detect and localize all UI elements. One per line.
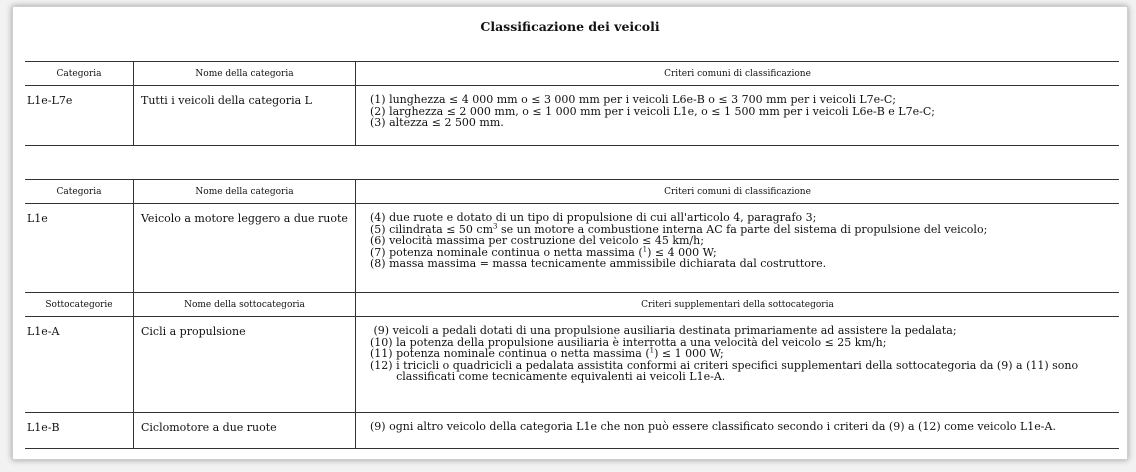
table-header-row bbox=[25, 62, 1119, 86]
criterion-item: (4) due ruote e dotato di un tipo di propulsione di cui all'articolo 4, paragrafo 3; bbox=[370, 211, 817, 224]
header-subcategories: Sottocategorie bbox=[25, 293, 134, 317]
table-l1e bbox=[25, 179, 1119, 449]
subcategory-name: Ciclomotore a due ruote bbox=[134, 413, 356, 449]
header-category: Categoria bbox=[25, 180, 134, 204]
category-code: L1e-L7e bbox=[25, 86, 134, 146]
subcategory-header-row bbox=[25, 293, 1119, 317]
table-row bbox=[25, 413, 1119, 449]
superscript: 3 bbox=[493, 221, 498, 230]
criterion-item: (3) altezza ≤ 2 500 mm. bbox=[370, 116, 504, 129]
criteria-cell bbox=[356, 86, 1120, 146]
category-code: L1e bbox=[25, 204, 134, 293]
criteria-cell bbox=[356, 204, 1120, 293]
table-header-row bbox=[25, 180, 1119, 204]
criterion-item: (2) larghezza ≤ 2 000 mm, o ≤ 1 000 mm per i veicoli L1e, o ≤ 1 500 mm per i veicoli L6e-B e L7e-C; bbox=[370, 104, 935, 118]
criterion-item: (11) potenza nominale continua o netta massima ($^1$) ≤ 1 000 W; bbox=[370, 346, 724, 360]
subcategory-code: L1e-B bbox=[25, 413, 134, 449]
subcategory-code: L1e-A bbox=[25, 317, 134, 413]
criterion-item: (8) massa massima = massa tecnicamente ammissibile dichiarata dal costruttore. bbox=[370, 257, 827, 270]
table-row bbox=[25, 86, 1119, 146]
table-all-categories bbox=[25, 61, 1119, 146]
criterion-item: (5) cilindrata ≤ 50 $cm^3$ se un motore a combustione interna AC fa parte del sistema di propulsione del veicolo; bbox=[370, 221, 988, 236]
criteria-cell bbox=[356, 413, 1120, 449]
subcategory-name: Cicli a propulsione bbox=[134, 317, 356, 413]
header-criteria: Criteri comuni di classificazione bbox=[356, 62, 1120, 86]
document-title: Classificazione dei veicoli bbox=[480, 19, 660, 34]
header-criteria: Criteri comuni di classificazione bbox=[356, 180, 1120, 204]
table-row bbox=[25, 317, 1119, 413]
criterion-item: (9) veicoli a pedali dotati di una propulsione ausiliaria destinata primariamente ad assistere la pedalata; bbox=[370, 324, 957, 337]
footnote-ref: 1 bbox=[649, 346, 655, 355]
document-page bbox=[12, 6, 1128, 460]
category-name: Veicolo a motore leggero a due ruote bbox=[134, 204, 356, 293]
header-category-name: Nome della categoria bbox=[134, 62, 356, 86]
header-category: Categoria bbox=[25, 62, 134, 86]
header-category-name: Nome della categoria bbox=[134, 180, 356, 204]
category-name: Tutti i veicoli della categoria L bbox=[134, 86, 356, 146]
criterion-item: (9) ogni altro veicolo della categoria L1e che non può essere classificato secondo i criteri da (9) a (12) come veicolo L1e-A. bbox=[370, 420, 1056, 433]
table-row bbox=[25, 204, 1119, 293]
criterion-item: (7) potenza nominale continua o netta massima ($^1$) ≤ 4 000 W; bbox=[370, 244, 717, 259]
criteria-cell bbox=[356, 317, 1120, 413]
criterion-item: (12) i tricicli o quadricicli a pedalata assistita conformi ai criteri specifici supplementari della sottocategoria da (9) a (11) sono classificati come tecnicamente equivalenti ai veicoli L1e-A. bbox=[370, 358, 1079, 383]
header-subcategory-criteria: Criteri supplementari della sottocategoria bbox=[356, 293, 1120, 317]
footnote-ref: 1 bbox=[642, 244, 648, 253]
criterion-item: (10) la potenza della propulsione ausiliaria è interrotta a una velocità del veicolo ≤ 25 km/h; bbox=[370, 335, 887, 349]
criterion-item: (6) velocità massima per costruzione del veicolo ≤ 45 km/h; bbox=[370, 234, 704, 247]
criterion-item: (1) lunghezza ≤ 4 000 mm o ≤ 3 000 mm per i veicoli L6e-B o ≤ 3 700 mm per i veicoli L7e-C; bbox=[370, 93, 896, 106]
header-subcategory-name: Nome della sottocategoria bbox=[134, 293, 356, 317]
